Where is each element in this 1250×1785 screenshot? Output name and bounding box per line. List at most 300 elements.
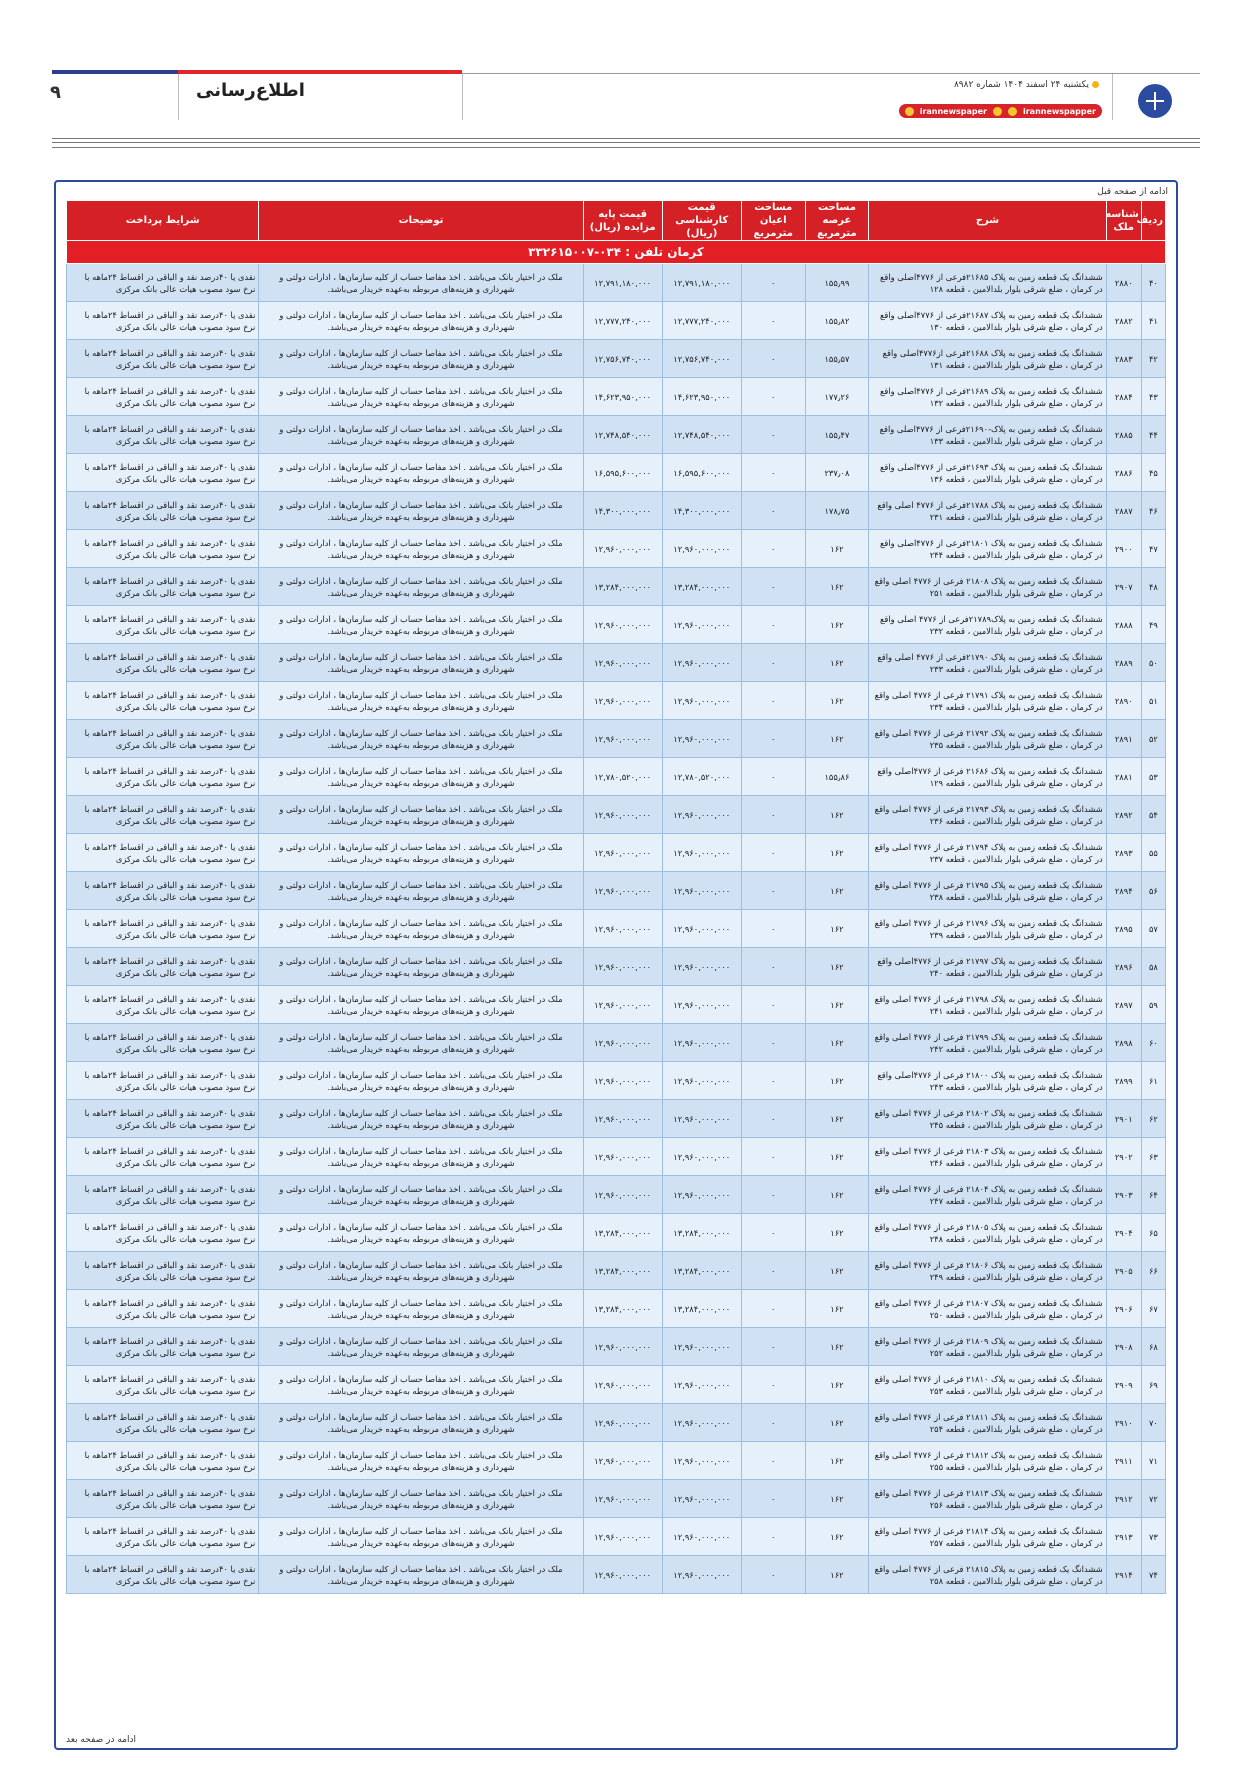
table-row: [67, 1404, 1166, 1442]
cell-appraisal-price: ۱۲,۷۹۱,۱۸۰,۰۰۰: [662, 264, 741, 302]
social-icon: [993, 107, 1002, 116]
cell-notes: ملک در اختیار بانک می‌باشد . اخذ مفاصا حساب از کلیه سازمان‌ها ، ادارات دولتی و شهرداری و هزینه‌های مربوطه به‌عهده خریدار می‌باشد.: [259, 492, 583, 530]
cell-appraisal-price: ۱۲,۹۶۰,۰۰۰,۰۰۰: [662, 1100, 741, 1138]
cell-description: ششدانگ یک قطعه زمین به پلاک ۲۱۸۱۳ فرعی از ۴۷۷۶ اصلی واقع در کرمان ، ضلع شرقی بلوار بلدالامین ، قطعه ۲۵۶: [869, 1480, 1106, 1518]
masthead-divider: [1112, 74, 1113, 120]
cell-base-price: ۱۲,۹۶۰,۰۰۰,۰۰۰: [583, 1328, 662, 1366]
auction-panel: [54, 180, 1178, 1750]
table-row: [67, 720, 1166, 758]
cell-appraisal-price: ۱۳,۲۸۴,۰۰۰,۰۰۰: [662, 568, 741, 606]
table-row: [67, 1176, 1166, 1214]
cell-row-number: ۷۴: [1141, 1556, 1165, 1594]
cell-row-number: ۴۰: [1141, 264, 1165, 302]
masthead-rule-red: [178, 70, 462, 74]
continued-to-label: ادامه در صفحه بعد: [66, 1735, 136, 1745]
cell-building-area: ۰: [741, 1328, 805, 1366]
cell-building-area: ۰: [741, 264, 805, 302]
cell-base-price: ۱۲,۹۶۰,۰۰۰,۰۰۰: [583, 1404, 662, 1442]
cell-row-number: ۶۶: [1141, 1252, 1165, 1290]
cell-building-area: ۰: [741, 720, 805, 758]
cell-property-id: ۲۹۰۴: [1106, 1214, 1141, 1252]
cell-appraisal-price: ۱۲,۹۶۰,۰۰۰,۰۰۰: [662, 1328, 741, 1366]
cell-land-area: ۱۷۷٫۲۶: [805, 378, 869, 416]
cell-base-price: ۱۲,۹۶۰,۰۰۰,۰۰۰: [583, 1062, 662, 1100]
header-land-area: مساحت عرصه مترمربع: [805, 201, 869, 241]
cell-notes: ملک در اختیار بانک می‌باشد . اخذ مفاصا حساب از کلیه سازمان‌ها ، ادارات دولتی و شهرداری و هزینه‌های مربوطه به‌عهده خریدار می‌باشد.: [259, 758, 583, 796]
table-row: [67, 340, 1166, 378]
cell-notes: ملک در اختیار بانک می‌باشد . اخذ مفاصا حساب از کلیه سازمان‌ها ، ادارات دولتی و شهرداری و هزینه‌های مربوطه به‌عهده خریدار می‌باشد.: [259, 682, 583, 720]
cell-base-price: ۱۲,۹۶۰,۰۰۰,۰۰۰: [583, 1442, 662, 1480]
cell-appraisal-price: ۱۲,۹۶۰,۰۰۰,۰۰۰: [662, 1024, 741, 1062]
cell-building-area: ۰: [741, 1480, 805, 1518]
cell-payment-terms: نقدی یا ۴۰درصد نقد و الباقی در اقساط ۲۴ماهه با نرخ سود مصوب هیات عالی بانک مرکزی: [67, 340, 259, 378]
cell-notes: ملک در اختیار بانک می‌باشد . اخذ مفاصا حساب از کلیه سازمان‌ها ، ادارات دولتی و شهرداری و هزینه‌های مربوطه به‌عهده خریدار می‌باشد.: [259, 454, 583, 492]
cell-building-area: ۰: [741, 758, 805, 796]
cell-payment-terms: نقدی یا ۴۰درصد نقد و الباقی در اقساط ۲۴ماهه با نرخ سود مصوب هیات عالی بانک مرکزی: [67, 1024, 259, 1062]
table-row: [67, 606, 1166, 644]
cell-row-number: ۶۳: [1141, 1138, 1165, 1176]
cell-appraisal-price: ۱۲,۹۶۰,۰۰۰,۰۰۰: [662, 720, 741, 758]
cell-description: ششدانگ یک قطعه زمین به پلاک ۲۱۸۰۴ فرعی از ۴۷۷۶ اصلی واقع در کرمان ، ضلع شرقی بلوار بلدالامین ، قطعه ۲۴۷: [869, 1176, 1106, 1214]
cell-land-area: ۱۶۲: [805, 1062, 869, 1100]
cell-appraisal-price: ۱۲,۷۴۸,۵۴۰,۰۰۰: [662, 416, 741, 454]
cell-notes: ملک در اختیار بانک می‌باشد . اخذ مفاصا حساب از کلیه سازمان‌ها ، ادارات دولتی و شهرداری و هزینه‌های مربوطه به‌عهده خریدار می‌باشد.: [259, 530, 583, 568]
cell-description: ششدانگ یک قطعه زمین به پلاک ۲۱۸۰۱فرعی از ۴۷۷۶اصلی واقع در کرمان ، ضلع شرقی بلوار بلدالامین ، قطعه ۲۴۴: [869, 530, 1106, 568]
cell-appraisal-price: ۱۲,۹۶۰,۰۰۰,۰۰۰: [662, 872, 741, 910]
cell-description: ششدانگ یک قطعه زمین به پلاک ۲۱۶۸۷فرعی از ۴۷۷۶اصلی واقع در کرمان ، ضلع شرقی بلوار بلدالامین ، قطعه ۱۳۰: [869, 302, 1106, 340]
cell-base-price: ۱۲,۹۶۰,۰۰۰,۰۰۰: [583, 682, 662, 720]
cell-payment-terms: نقدی یا ۴۰درصد نقد و الباقی در اقساط ۲۴ماهه با نرخ سود مصوب هیات عالی بانک مرکزی: [67, 1556, 259, 1594]
cell-appraisal-price: ۱۲,۷۷۷,۲۴۰,۰۰۰: [662, 302, 741, 340]
table-row: [67, 986, 1166, 1024]
page-number: ۹: [50, 82, 61, 103]
table-row: [67, 1252, 1166, 1290]
cell-row-number: ۶۹: [1141, 1366, 1165, 1404]
table-row: [67, 1214, 1166, 1252]
cell-row-number: ۵۴: [1141, 796, 1165, 834]
cell-land-area: ۱۶۲: [805, 1176, 869, 1214]
cell-appraisal-price: ۱۳,۲۸۴,۰۰۰,۰۰۰: [662, 1214, 741, 1252]
cell-notes: ملک در اختیار بانک می‌باشد . اخذ مفاصا حساب از کلیه سازمان‌ها ، ادارات دولتی و شهرداری و هزینه‌های مربوطه به‌عهده خریدار می‌باشد.: [259, 796, 583, 834]
cell-building-area: ۰: [741, 1442, 805, 1480]
cell-land-area: ۱۵۵٫۹۹: [805, 264, 869, 302]
cell-appraisal-price: ۱۲,۷۸۰,۵۲۰,۰۰۰: [662, 758, 741, 796]
cell-payment-terms: نقدی یا ۴۰درصد نقد و الباقی در اقساط ۲۴ماهه با نرخ سود مصوب هیات عالی بانک مرکزی: [67, 492, 259, 530]
cell-appraisal-price: ۱۲,۹۶۰,۰۰۰,۰۰۰: [662, 1518, 741, 1556]
cell-payment-terms: نقدی یا ۴۰درصد نقد و الباقی در اقساط ۲۴ماهه با نرخ سود مصوب هیات عالی بانک مرکزی: [67, 1518, 259, 1556]
cell-notes: ملک در اختیار بانک می‌باشد . اخذ مفاصا حساب از کلیه سازمان‌ها ، ادارات دولتی و شهرداری و هزینه‌های مربوطه به‌عهده خریدار می‌باشد.: [259, 1290, 583, 1328]
table-row: [67, 378, 1166, 416]
cell-row-number: ۶۷: [1141, 1290, 1165, 1328]
cell-description: ششدانگ یک قطعه زمین به پلاک ۲۱۸۱۰ فرعی از ۴۷۷۶ اصلی واقع در کرمان ، ضلع شرقی بلوار بلدالامین ، قطعه ۲۵۳: [869, 1366, 1106, 1404]
table-row: [67, 682, 1166, 720]
cell-description: ششدانگ یک قطعه زمین به پلاک ۲۱۸۰۹ فرعی از ۴۷۷۶ اصلی واقع در کرمان ، ضلع شرقی بلوار بلدالامین ، قطعه ۲۵۲: [869, 1328, 1106, 1366]
cell-property-id: ۲۸۸۸: [1106, 606, 1141, 644]
cell-row-number: ۴۵: [1141, 454, 1165, 492]
cell-building-area: ۰: [741, 378, 805, 416]
cell-property-id: ۲۹۰۸: [1106, 1328, 1141, 1366]
cell-building-area: ۰: [741, 986, 805, 1024]
cell-base-price: ۱۲,۹۶۰,۰۰۰,۰۰۰: [583, 1518, 662, 1556]
cell-building-area: ۰: [741, 340, 805, 378]
cell-appraisal-price: ۱۲,۹۶۰,۰۰۰,۰۰۰: [662, 606, 741, 644]
cell-row-number: ۵۳: [1141, 758, 1165, 796]
cell-payment-terms: نقدی یا ۴۰درصد نقد و الباقی در اقساط ۲۴ماهه با نرخ سود مصوب هیات عالی بانک مرکزی: [67, 720, 259, 758]
cell-land-area: ۱۶۲: [805, 1518, 869, 1556]
cell-payment-terms: نقدی یا ۴۰درصد نقد و الباقی در اقساط ۲۴ماهه با نرخ سود مصوب هیات عالی بانک مرکزی: [67, 378, 259, 416]
cell-appraisal-price: ۱۳,۲۸۴,۰۰۰,۰۰۰: [662, 1252, 741, 1290]
cell-appraisal-price: ۱۲,۹۶۰,۰۰۰,۰۰۰: [662, 1404, 741, 1442]
cell-row-number: ۵۹: [1141, 986, 1165, 1024]
social-links: [899, 104, 1102, 118]
cell-property-id: ۲۸۹۸: [1106, 1024, 1141, 1062]
cell-notes: ملک در اختیار بانک می‌باشد . اخذ مفاصا حساب از کلیه سازمان‌ها ، ادارات دولتی و شهرداری و هزینه‌های مربوطه به‌عهده خریدار می‌باشد.: [259, 1556, 583, 1594]
cell-land-area: ۱۶۲: [805, 644, 869, 682]
cell-building-area: ۰: [741, 1252, 805, 1290]
cell-base-price: ۱۶,۵۹۵,۶۰۰,۰۰۰: [583, 454, 662, 492]
cell-land-area: ۱۶۲: [805, 1480, 869, 1518]
cell-land-area: ۱۵۵٫۴۷: [805, 416, 869, 454]
cell-description: ششدانگ یک قطعه زمین به پلاک ۲۱۸۰۵ فرعی از ۴۷۷۶ اصلی واقع در کرمان ، ضلع شرقی بلوار بلدالامین ، قطعه ۲۴۸: [869, 1214, 1106, 1252]
header-appraisal-price: قیمت کارشناسی (ریال): [662, 201, 741, 241]
cell-row-number: ۶۰: [1141, 1024, 1165, 1062]
cell-payment-terms: نقدی یا ۴۰درصد نقد و الباقی در اقساط ۲۴ماهه با نرخ سود مصوب هیات عالی بانک مرکزی: [67, 1062, 259, 1100]
cell-property-id: ۲۸۹۹: [1106, 1062, 1141, 1100]
cell-notes: ملک در اختیار بانک می‌باشد . اخذ مفاصا حساب از کلیه سازمان‌ها ، ادارات دولتی و شهرداری و هزینه‌های مربوطه به‌عهده خریدار می‌باشد.: [259, 568, 583, 606]
cell-land-area: ۱۶۲: [805, 910, 869, 948]
cell-land-area: ۱۶۲: [805, 606, 869, 644]
header-payment-terms: شرایط پرداخت: [67, 201, 259, 241]
cell-appraisal-price: ۱۲,۹۶۰,۰۰۰,۰۰۰: [662, 1556, 741, 1594]
cell-property-id: ۲۸۸۹: [1106, 644, 1141, 682]
cell-base-price: ۱۲,۹۶۰,۰۰۰,۰۰۰: [583, 530, 662, 568]
cell-description: ششدانگ یک قطعه زمین به پلاک ۲۱۶۹۳فرعی از ۴۷۷۶اصلی واقع در کرمان ، ضلع شرقی بلوار بلدالامین ، قطعه ۱۳۶: [869, 454, 1106, 492]
cell-property-id: ۲۸۸۰: [1106, 264, 1141, 302]
cell-land-area: ۱۶۲: [805, 1138, 869, 1176]
cell-base-price: ۱۲,۹۶۰,۰۰۰,۰۰۰: [583, 1480, 662, 1518]
cell-notes: ملک در اختیار بانک می‌باشد . اخذ مفاصا حساب از کلیه سازمان‌ها ، ادارات دولتی و شهرداری و هزینه‌های مربوطه به‌عهده خریدار می‌باشد.: [259, 340, 583, 378]
cell-description: ششدانگ یک قطعه زمین به پلاک ۲۱۷۹۵ فرعی از ۴۷۷۶ اصلی واقع در کرمان ، ضلع شرقی بلوار بلدالامین ، قطعه ۲۳۸: [869, 872, 1106, 910]
cell-property-id: ۲۸۸۵: [1106, 416, 1141, 454]
cell-payment-terms: نقدی یا ۴۰درصد نقد و الباقی در اقساط ۲۴ماهه با نرخ سود مصوب هیات عالی بانک مرکزی: [67, 834, 259, 872]
cell-row-number: ۷۳: [1141, 1518, 1165, 1556]
cell-notes: ملک در اختیار بانک می‌باشد . اخذ مفاصا حساب از کلیه سازمان‌ها ، ادارات دولتی و شهرداری و هزینه‌های مربوطه به‌عهده خریدار می‌باشد.: [259, 302, 583, 340]
table-row: [67, 1556, 1166, 1594]
cell-land-area: ۱۶۲: [805, 682, 869, 720]
cell-land-area: ۱۶۲: [805, 1024, 869, 1062]
branch-label: کرمان تلفن : ۰۳۴-۳۳۲۶۱۵۰۰۷: [67, 241, 1166, 264]
masthead-divider: [178, 74, 179, 120]
cell-property-id: ۲۸۹۲: [1106, 796, 1141, 834]
cell-appraisal-price: ۱۲,۹۶۰,۰۰۰,۰۰۰: [662, 1138, 741, 1176]
cell-row-number: ۴۲: [1141, 340, 1165, 378]
cell-payment-terms: نقدی یا ۴۰درصد نقد و الباقی در اقساط ۲۴ماهه با نرخ سود مصوب هیات عالی بانک مرکزی: [67, 796, 259, 834]
cell-property-id: ۲۹۰۶: [1106, 1290, 1141, 1328]
table-row: [67, 948, 1166, 986]
cell-building-area: ۰: [741, 416, 805, 454]
table-row: [67, 834, 1166, 872]
cell-notes: ملک در اختیار بانک می‌باشد . اخذ مفاصا حساب از کلیه سازمان‌ها ، ادارات دولتی و شهرداری و هزینه‌های مربوطه به‌عهده خریدار می‌باشد.: [259, 986, 583, 1024]
cell-base-price: ۱۴,۳۰۰,۰۰۰,۰۰۰: [583, 492, 662, 530]
cell-property-id: ۲۹۰۹: [1106, 1366, 1141, 1404]
cell-payment-terms: نقدی یا ۴۰درصد نقد و الباقی در اقساط ۲۴ماهه با نرخ سود مصوب هیات عالی بانک مرکزی: [67, 302, 259, 340]
cell-appraisal-price: ۱۲,۹۶۰,۰۰۰,۰۰۰: [662, 986, 741, 1024]
cell-building-area: ۰: [741, 796, 805, 834]
cell-notes: ملک در اختیار بانک می‌باشد . اخذ مفاصا حساب از کلیه سازمان‌ها ، ادارات دولتی و شهرداری و هزینه‌های مربوطه به‌عهده خریدار می‌باشد.: [259, 606, 583, 644]
cell-appraisal-price: ۱۲,۹۶۰,۰۰۰,۰۰۰: [662, 948, 741, 986]
cell-land-area: ۱۶۲: [805, 1214, 869, 1252]
cell-building-area: ۰: [741, 910, 805, 948]
cell-property-id: ۲۹۰۰: [1106, 530, 1141, 568]
cell-appraisal-price: ۱۲,۹۶۰,۰۰۰,۰۰۰: [662, 1062, 741, 1100]
cell-property-id: ۲۹۱۰: [1106, 1404, 1141, 1442]
cell-description: ششدانگ یک قطعه زمین به پلاک ۲۱۷۹۴ فرعی از ۴۷۷۶ اصلی واقع در کرمان ، ضلع شرقی بلوار بلدالامین ، قطعه ۲۳۷: [869, 834, 1106, 872]
header-description: شرح: [869, 201, 1106, 241]
cell-row-number: ۵۵: [1141, 834, 1165, 872]
cell-building-area: ۰: [741, 1366, 805, 1404]
cell-base-price: ۱۲,۹۶۰,۰۰۰,۰۰۰: [583, 796, 662, 834]
cell-payment-terms: نقدی یا ۴۰درصد نقد و الباقی در اقساط ۲۴ماهه با نرخ سود مصوب هیات عالی بانک مرکزی: [67, 948, 259, 986]
cell-row-number: ۶۴: [1141, 1176, 1165, 1214]
auction-table: [66, 200, 1166, 1594]
cell-appraisal-price: ۱۲,۹۶۰,۰۰۰,۰۰۰: [662, 1176, 741, 1214]
cell-row-number: ۵۷: [1141, 910, 1165, 948]
cell-property-id: ۲۹۱۲: [1106, 1480, 1141, 1518]
table-row: [67, 1366, 1166, 1404]
table-row: [67, 530, 1166, 568]
cell-building-area: ۰: [741, 1556, 805, 1594]
cell-appraisal-price: ۱۳,۲۸۴,۰۰۰,۰۰۰: [662, 1290, 741, 1328]
issue-info-text: یکشنبه ۲۴ اسفند ۱۴۰۴ شماره ۸۹۸۲: [953, 80, 1089, 90]
social-handle[interactable]: irannewspapper: [1022, 106, 1096, 116]
cell-notes: ملک در اختیار بانک می‌باشد . اخذ مفاصا حساب از کلیه سازمان‌ها ، ادارات دولتی و شهرداری و هزینه‌های مربوطه به‌عهده خریدار می‌باشد.: [259, 1176, 583, 1214]
masthead-divider: [462, 74, 463, 120]
cell-row-number: ۵۶: [1141, 872, 1165, 910]
table-row: [67, 416, 1166, 454]
cell-property-id: ۲۸۹۷: [1106, 986, 1141, 1024]
cell-land-area: ۱۶۲: [805, 986, 869, 1024]
cell-property-id: ۲۸۹۰: [1106, 682, 1141, 720]
masthead-rule-blue: [52, 70, 178, 74]
cell-description: ششدانگ یک قطعه زمین به پلاک ۲۱۷۹۲ فرعی از ۴۷۷۶ اصلی واقع در کرمان ، ضلع شرقی بلوار بلدالامین ، قطعه ۲۳۵: [869, 720, 1106, 758]
cell-building-area: ۰: [741, 948, 805, 986]
cell-payment-terms: نقدی یا ۴۰درصد نقد و الباقی در اقساط ۲۴ماهه با نرخ سود مصوب هیات عالی بانک مرکزی: [67, 264, 259, 302]
cell-appraisal-price: ۱۶,۵۹۵,۶۰۰,۰۰۰: [662, 454, 741, 492]
cell-row-number: ۵۸: [1141, 948, 1165, 986]
cell-description: ششدانگ یک قطعه زمین به پلاک ۲۱۸۰۲ فرعی از ۴۷۷۶ اصلی واقع در کرمان ، ضلع شرقی بلوار بلدالامین ، قطعه ۲۴۵: [869, 1100, 1106, 1138]
social-icon: [1008, 107, 1017, 116]
cell-payment-terms: نقدی یا ۴۰درصد نقد و الباقی در اقساط ۲۴ماهه با نرخ سود مصوب هیات عالی بانک مرکزی: [67, 1176, 259, 1214]
table-row: [67, 568, 1166, 606]
cell-land-area: ۱۶۲: [805, 1442, 869, 1480]
cell-description: ششدانگ یک قطعه زمین به پلاک ۲۱۷۹۶ فرعی از ۴۷۷۶ اصلی واقع در کرمان ، ضلع شرقی بلوار بلدالامین ، قطعه ۲۳۹: [869, 910, 1106, 948]
cell-base-price: ۱۳,۲۸۴,۰۰۰,۰۰۰: [583, 568, 662, 606]
cell-notes: ملک در اختیار بانک می‌باشد . اخذ مفاصا حساب از کلیه سازمان‌ها ، ادارات دولتی و شهرداری و هزینه‌های مربوطه به‌عهده خریدار می‌باشد.: [259, 1404, 583, 1442]
cell-base-price: ۱۲,۹۶۰,۰۰۰,۰۰۰: [583, 1366, 662, 1404]
table-row: [67, 1138, 1166, 1176]
cell-building-area: ۰: [741, 1100, 805, 1138]
cell-appraisal-price: ۱۲,۹۶۰,۰۰۰,۰۰۰: [662, 1480, 741, 1518]
cell-description: ششدانگ یک قطعه زمین به پلاک ۲۱۷۹۹ فرعی از ۴۷۷۶ اصلی واقع در کرمان ، ضلع شرقی بلوار بلدالامین ، قطعه ۲۴۲: [869, 1024, 1106, 1062]
table-row: [67, 1518, 1166, 1556]
cell-building-area: ۰: [741, 1176, 805, 1214]
cell-description: ششدانگ یک قطعه زمین به پلاک ۲۱۸۰۸ فرعی از ۴۷۷۶ اصلی واقع در کرمان ، ضلع شرقی بلوار بلدالامین ، قطعه ۲۵۱: [869, 568, 1106, 606]
header-building-area: مساحت اعیان مترمربع: [741, 201, 805, 241]
cell-base-price: ۱۲,۷۴۸,۵۴۰,۰۰۰: [583, 416, 662, 454]
table-row: [67, 1062, 1166, 1100]
cell-building-area: ۰: [741, 302, 805, 340]
cell-appraisal-price: ۱۲,۹۶۰,۰۰۰,۰۰۰: [662, 530, 741, 568]
cell-payment-terms: نقدی یا ۴۰درصد نقد و الباقی در اقساط ۲۴ماهه با نرخ سود مصوب هیات عالی بانک مرکزی: [67, 416, 259, 454]
cell-row-number: ۶۵: [1141, 1214, 1165, 1252]
cell-payment-terms: نقدی یا ۴۰درصد نقد و الباقی در اقساط ۲۴ماهه با نرخ سود مصوب هیات عالی بانک مرکزی: [67, 1100, 259, 1138]
cell-payment-terms: نقدی یا ۴۰درصد نقد و الباقی در اقساط ۲۴ماهه با نرخ سود مصوب هیات عالی بانک مرکزی: [67, 644, 259, 682]
cell-row-number: ۷۰: [1141, 1404, 1165, 1442]
cell-property-id: ۲۸۹۴: [1106, 872, 1141, 910]
cell-payment-terms: نقدی یا ۴۰درصد نقد و الباقی در اقساط ۲۴ماهه با نرخ سود مصوب هیات عالی بانک مرکزی: [67, 1328, 259, 1366]
cell-payment-terms: نقدی یا ۴۰درصد نقد و الباقی در اقساط ۲۴ماهه با نرخ سود مصوب هیات عالی بانک مرکزی: [67, 1214, 259, 1252]
cell-notes: ملک در اختیار بانک می‌باشد . اخذ مفاصا حساب از کلیه سازمان‌ها ، ادارات دولتی و شهرداری و هزینه‌های مربوطه به‌عهده خریدار می‌باشد.: [259, 1480, 583, 1518]
cell-payment-terms: نقدی یا ۴۰درصد نقد و الباقی در اقساط ۲۴ماهه با نرخ سود مصوب هیات عالی بانک مرکزی: [67, 454, 259, 492]
cell-row-number: ۵۲: [1141, 720, 1165, 758]
cell-appraisal-price: ۱۴,۶۲۳,۹۵۰,۰۰۰: [662, 378, 741, 416]
table-row: [67, 1290, 1166, 1328]
cell-notes: ملک در اختیار بانک می‌باشد . اخذ مفاصا حساب از کلیه سازمان‌ها ، ادارات دولتی و شهرداری و هزینه‌های مربوطه به‌عهده خریدار می‌باشد.: [259, 1366, 583, 1404]
cell-land-area: ۱۶۲: [805, 568, 869, 606]
cell-land-area: ۱۶۲: [805, 1100, 869, 1138]
cell-appraisal-price: ۱۲,۹۶۰,۰۰۰,۰۰۰: [662, 1366, 741, 1404]
cell-building-area: ۰: [741, 872, 805, 910]
table-row: [67, 910, 1166, 948]
cell-base-price: ۱۲,۹۶۰,۰۰۰,۰۰۰: [583, 986, 662, 1024]
cell-row-number: ۷۱: [1141, 1442, 1165, 1480]
cell-building-area: ۰: [741, 1062, 805, 1100]
header-row-number: ردیف: [1141, 201, 1165, 241]
cell-payment-terms: نقدی یا ۴۰درصد نقد و الباقی در اقساط ۲۴ماهه با نرخ سود مصوب هیات عالی بانک مرکزی: [67, 910, 259, 948]
cell-notes: ملک در اختیار بانک می‌باشد . اخذ مفاصا حساب از کلیه سازمان‌ها ، ادارات دولتی و شهرداری و هزینه‌های مربوطه به‌عهده خریدار می‌باشد.: [259, 720, 583, 758]
cell-row-number: ۴۶: [1141, 492, 1165, 530]
cell-row-number: ۴۱: [1141, 302, 1165, 340]
cell-row-number: ۶۸: [1141, 1328, 1165, 1366]
cell-description: ششدانگ یک قطعه زمین به پلاک ۲۱۸۰۷ فرعی از ۴۷۷۶ اصلی واقع در کرمان ، ضلع شرقی بلوار بلدالامین ، قطعه ۲۵۰: [869, 1290, 1106, 1328]
cell-description: ششدانگ یک قطعه زمین به پلاک ۲۱۸۱۴ فرعی از ۴۷۷۶ اصلی واقع در کرمان ، ضلع شرقی بلوار بلدالامین ، قطعه ۲۵۷: [869, 1518, 1106, 1556]
cell-land-area: ۱۵۵٫۵۷: [805, 340, 869, 378]
cell-description: ششدانگ یک قطعه زمین به پلاک ۲۱۸۱۵ فرعی از ۴۷۷۶ اصلی واقع در کرمان ، ضلع شرقی بلوار بلدالامین ، قطعه ۲۵۸: [869, 1556, 1106, 1594]
issue-info: [954, 80, 1102, 90]
table-row: [67, 796, 1166, 834]
cell-description: ششدانگ یک قطعه زمین به پلاک ۲۱۷۹۱ فرعی از ۴۷۷۶ اصلی واقع در کرمان ، ضلع شرقی بلوار بلدالامین ، قطعه ۲۳۴: [869, 682, 1106, 720]
table-row: [67, 1328, 1166, 1366]
cell-land-area: ۱۶۲: [805, 1290, 869, 1328]
cell-payment-terms: نقدی یا ۴۰درصد نقد و الباقی در اقساط ۲۴ماهه با نرخ سود مصوب هیات عالی بانک مرکزی: [67, 682, 259, 720]
cell-notes: ملک در اختیار بانک می‌باشد . اخذ مفاصا حساب از کلیه سازمان‌ها ، ادارات دولتی و شهرداری و هزینه‌های مربوطه به‌عهده خریدار می‌باشد.: [259, 264, 583, 302]
cell-base-price: ۱۲,۹۶۰,۰۰۰,۰۰۰: [583, 606, 662, 644]
cell-notes: ملک در اختیار بانک می‌باشد . اخذ مفاصا حساب از کلیه سازمان‌ها ، ادارات دولتی و شهرداری و هزینه‌های مربوطه به‌عهده خریدار می‌باشد.: [259, 1138, 583, 1176]
cell-notes: ملک در اختیار بانک می‌باشد . اخذ مفاصا حساب از کلیه سازمان‌ها ، ادارات دولتی و شهرداری و هزینه‌های مربوطه به‌عهده خریدار می‌باشد.: [259, 644, 583, 682]
cell-land-area: ۱۶۲: [805, 1556, 869, 1594]
cell-building-area: ۰: [741, 568, 805, 606]
cell-description: ششدانگ یک قطعه زمین به پلاک ۲۱۸۰۳ فرعی از ۴۷۷۶ اصلی واقع در کرمان ، ضلع شرقی بلوار بلدالامین ، قطعه ۲۴۶: [869, 1138, 1106, 1176]
cell-land-area: ۱۶۲: [805, 796, 869, 834]
cell-appraisal-price: ۱۲,۹۶۰,۰۰۰,۰۰۰: [662, 796, 741, 834]
cell-row-number: ۴۷: [1141, 530, 1165, 568]
cell-property-id: ۲۸۹۳: [1106, 834, 1141, 872]
cell-appraisal-price: ۱۲,۹۶۰,۰۰۰,۰۰۰: [662, 644, 741, 682]
cell-payment-terms: نقدی یا ۴۰درصد نقد و الباقی در اقساط ۲۴ماهه با نرخ سود مصوب هیات عالی بانک مرکزی: [67, 1290, 259, 1328]
cell-description: ششدانگ یک قطعه زمین به پلاک۲۱۷۸۹فرعی از ۴۷۷۶ اصلی واقع در کرمان ، ضلع شرقی بلوار بلدالامین ، قطعه ۲۳۲: [869, 606, 1106, 644]
cell-base-price: ۱۳,۲۸۴,۰۰۰,۰۰۰: [583, 1252, 662, 1290]
cell-payment-terms: نقدی یا ۴۰درصد نقد و الباقی در اقساط ۲۴ماهه با نرخ سود مصوب هیات عالی بانک مرکزی: [67, 872, 259, 910]
cell-notes: ملک در اختیار بانک می‌باشد . اخذ مفاصا حساب از کلیه سازمان‌ها ، ادارات دولتی و شهرداری و هزینه‌های مربوطه به‌عهده خریدار می‌باشد.: [259, 834, 583, 872]
table-row: [67, 1442, 1166, 1480]
cell-description: ششدانگ یک قطعه زمین به پلاک ۲۱۶۸۶ فرعی از ۴۷۷۶اصلی واقع در کرمان ، ضلع شرقی بلوار بلدالامین ، قطعه ۱۲۹: [869, 758, 1106, 796]
cell-notes: ملک در اختیار بانک می‌باشد . اخذ مفاصا حساب از کلیه سازمان‌ها ، ادارات دولتی و شهرداری و هزینه‌های مربوطه به‌عهده خریدار می‌باشد.: [259, 1442, 583, 1480]
cell-land-area: ۱۶۲: [805, 872, 869, 910]
cell-appraisal-price: ۱۲,۹۶۰,۰۰۰,۰۰۰: [662, 1442, 741, 1480]
cell-base-price: ۱۲,۹۶۰,۰۰۰,۰۰۰: [583, 1176, 662, 1214]
continued-from-label: ادامه از صفحه قبل: [1097, 187, 1168, 197]
cell-description: ششدانگ یک قطعه زمین به پلاک ۲۱۶۸۵فرعی از ۴۷۷۶اصلی واقع در کرمان ، ضلع شرقی بلوار بلدالامین ، قطعه ۱۲۸: [869, 264, 1106, 302]
masthead-rule-grey: [462, 73, 1200, 74]
cell-payment-terms: نقدی یا ۴۰درصد نقد و الباقی در اقساط ۲۴ماهه با نرخ سود مصوب هیات عالی بانک مرکزی: [67, 606, 259, 644]
cell-appraisal-price: ۱۲,۷۵۶,۷۴۰,۰۰۰: [662, 340, 741, 378]
cell-property-id: ۲۸۸۲: [1106, 302, 1141, 340]
cell-building-area: ۰: [741, 1290, 805, 1328]
cell-property-id: ۲۸۸۴: [1106, 378, 1141, 416]
cell-notes: ملک در اختیار بانک می‌باشد . اخذ مفاصا حساب از کلیه سازمان‌ها ، ادارات دولتی و شهرداری و هزینه‌های مربوطه به‌عهده خریدار می‌باشد.: [259, 948, 583, 986]
cell-land-area: ۱۶۲: [805, 1328, 869, 1366]
cell-payment-terms: نقدی یا ۴۰درصد نقد و الباقی در اقساط ۲۴ماهه با نرخ سود مصوب هیات عالی بانک مرکزی: [67, 568, 259, 606]
cell-base-price: ۱۴,۶۲۳,۹۵۰,۰۰۰: [583, 378, 662, 416]
cell-base-price: ۱۲,۹۶۰,۰۰۰,۰۰۰: [583, 948, 662, 986]
cell-building-area: ۰: [741, 1518, 805, 1556]
cell-land-area: ۱۵۵٫۸۶: [805, 758, 869, 796]
cell-building-area: ۰: [741, 1214, 805, 1252]
cell-property-id: ۲۸۸۶: [1106, 454, 1141, 492]
cell-base-price: ۱۲,۹۶۰,۰۰۰,۰۰۰: [583, 834, 662, 872]
cell-property-id: ۲۹۱۱: [1106, 1442, 1141, 1480]
cell-property-id: ۲۸۹۱: [1106, 720, 1141, 758]
cell-property-id: ۲۹۰۲: [1106, 1138, 1141, 1176]
cell-base-price: ۱۲,۷۹۱,۱۸۰,۰۰۰: [583, 264, 662, 302]
cell-row-number: ۶۲: [1141, 1100, 1165, 1138]
cell-building-area: ۰: [741, 1024, 805, 1062]
cell-land-area: ۱۶۲: [805, 530, 869, 568]
cell-base-price: ۱۳,۲۸۴,۰۰۰,۰۰۰: [583, 1290, 662, 1328]
table-row: [67, 302, 1166, 340]
cell-notes: ملک در اختیار بانک می‌باشد . اخذ مفاصا حساب از کلیه سازمان‌ها ، ادارات دولتی و شهرداری و هزینه‌های مربوطه به‌عهده خریدار می‌باشد.: [259, 378, 583, 416]
cell-land-area: ۱۶۲: [805, 1252, 869, 1290]
cell-base-price: ۱۲,۹۶۰,۰۰۰,۰۰۰: [583, 872, 662, 910]
cell-notes: ملک در اختیار بانک می‌باشد . اخذ مفاصا حساب از کلیه سازمان‌ها ، ادارات دولتی و شهرداری و هزینه‌های مربوطه به‌عهده خریدار می‌باشد.: [259, 1518, 583, 1556]
cell-notes: ملک در اختیار بانک می‌باشد . اخذ مفاصا حساب از کلیه سازمان‌ها ، ادارات دولتی و شهرداری و هزینه‌های مربوطه به‌عهده خریدار می‌باشد.: [259, 1252, 583, 1290]
cell-property-id: ۲۹۱۳: [1106, 1518, 1141, 1556]
cell-building-area: ۰: [741, 644, 805, 682]
cell-land-area: ۱۶۲: [805, 1404, 869, 1442]
cell-base-price: ۱۲,۹۶۰,۰۰۰,۰۰۰: [583, 1138, 662, 1176]
cell-appraisal-price: ۱۴,۳۰۰,۰۰۰,۰۰۰: [662, 492, 741, 530]
social-handle[interactable]: irannewspaper: [919, 106, 987, 116]
cell-land-area: ۱۵۵٫۸۲: [805, 302, 869, 340]
cell-row-number: ۴۹: [1141, 606, 1165, 644]
cell-base-price: ۱۳,۲۸۴,۰۰۰,۰۰۰: [583, 1214, 662, 1252]
cell-property-id: ۲۸۸۱: [1106, 758, 1141, 796]
cell-base-price: ۱۲,۷۵۶,۷۴۰,۰۰۰: [583, 340, 662, 378]
cell-land-area: ۱۶۲: [805, 948, 869, 986]
header-base-price: قیمت پایه مزایده (ریال): [583, 201, 662, 241]
table-row: [67, 454, 1166, 492]
cell-property-id: ۲۸۸۷: [1106, 492, 1141, 530]
